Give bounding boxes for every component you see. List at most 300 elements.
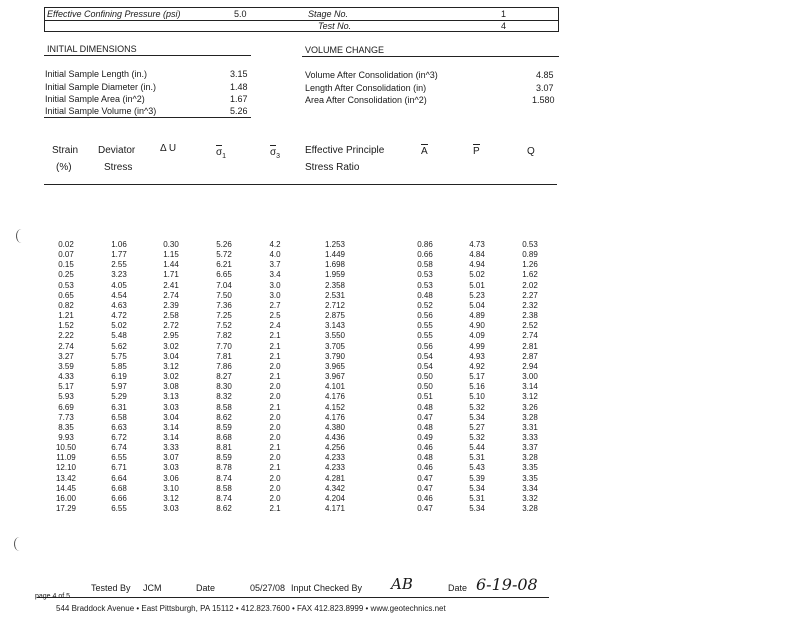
table-cell-sigma1: 8.74 — [216, 493, 232, 503]
stage-rule — [44, 20, 559, 21]
table-cell-deviator: 6.66 — [111, 493, 127, 503]
table-cell-strain: 1.21 — [58, 311, 74, 321]
table-cell-sigma3: 2.0 — [269, 432, 281, 442]
volume-change-rule — [302, 56, 559, 57]
table-cell-p: 5.32 — [469, 402, 485, 412]
tested-by-label: Tested By — [91, 583, 131, 593]
header-ratio-2: Stress Ratio — [305, 162, 360, 173]
table-cell-sigma3: 3.0 — [269, 290, 281, 300]
initial-area-label: Initial Sample Area (in^2) — [45, 94, 145, 104]
table-cell-sigma3: 2.1 — [269, 504, 281, 514]
table-cell-strain: 0.65 — [58, 290, 74, 300]
top-left-border — [44, 7, 45, 31]
table-cell-sigma1: 8.62 — [216, 504, 232, 514]
area-after-value: 1.580 — [532, 95, 555, 105]
initial-area-value: 1.67 — [230, 94, 248, 104]
table-cell-sigma3: 2.0 — [269, 392, 281, 402]
table-cell-a: 0.46 — [417, 443, 433, 453]
table-cell-du: 1.15 — [163, 250, 179, 260]
table-cell-sigma3: 2.1 — [269, 341, 281, 351]
confining-pressure-label: Effective Confining Pressure (psi) — [47, 9, 181, 19]
table-cell-p: 5.31 — [469, 493, 485, 503]
table-cell-a: 0.86 — [417, 240, 433, 249]
volume-change-title: VOLUME CHANGE — [305, 45, 385, 55]
table-cell-strain: 2.22 — [58, 331, 74, 341]
table-cell-a: 0.53 — [417, 270, 433, 280]
header-a: A — [421, 146, 428, 157]
page-number: page 4 of 5 — [35, 593, 71, 600]
table-cell-sigma1: 7.50 — [216, 290, 232, 300]
table-cell-strain: 16.00 — [55, 493, 77, 503]
table-cell-ratio: 4.380 — [324, 422, 346, 432]
table-cell-a: 0.55 — [417, 331, 433, 341]
table-cell-a: 0.66 — [417, 250, 433, 260]
table-cell-du: 2.58 — [163, 311, 179, 321]
table-cell-du: 2.74 — [163, 290, 179, 300]
header-deviator: Deviator — [98, 145, 136, 156]
table-cell-q: 3.33 — [522, 432, 538, 442]
table-cell-ratio: 3.790 — [324, 351, 346, 361]
table-cell-a: 0.47 — [417, 473, 433, 483]
table-cell-deviator: 6.71 — [111, 463, 127, 473]
length-after-value: 3.07 — [536, 83, 554, 93]
table-cell-p: 5.27 — [469, 422, 485, 432]
table-cell-q: 3.28 — [522, 412, 538, 422]
table-cell-sigma1: 5.26 — [216, 240, 232, 249]
table-cell-deviator: 5.75 — [111, 351, 127, 361]
table-cell-sigma3: 2.4 — [269, 321, 281, 331]
date-value: 05/27/08 — [250, 583, 286, 593]
table-cell-ratio: 4.176 — [324, 412, 346, 422]
table-cell-p: 4.99 — [469, 341, 485, 351]
table-cell-q: 3.28 — [522, 504, 538, 514]
test-value: 4 — [501, 21, 507, 31]
table-cell-strain: 0.02 — [58, 240, 74, 249]
table-cell-deviator: 5.02 — [111, 321, 127, 331]
table-cell-q: 3.28 — [522, 453, 538, 463]
table-cell-a: 0.55 — [417, 321, 433, 331]
table-cell-deviator: 6.68 — [111, 483, 127, 493]
table-cell-sigma3: 2.1 — [269, 372, 281, 382]
header-ratio: Effective Principle — [305, 145, 385, 156]
table-cell-deviator: 6.58 — [111, 412, 127, 422]
table-cell-sigma3: 3.0 — [269, 280, 281, 290]
table-cell-du: 2.39 — [163, 300, 179, 310]
table-cell-deviator: 5.62 — [111, 341, 127, 351]
table-cell-sigma1: 7.36 — [216, 300, 232, 310]
table-cell-q: 2.27 — [522, 290, 538, 300]
table-cell-deviator: 6.64 — [111, 473, 127, 483]
header-p: P — [473, 146, 480, 157]
volume-after-value: 4.85 — [536, 70, 554, 80]
table-cell-sigma1: 7.82 — [216, 331, 232, 341]
footer-rule — [37, 597, 549, 598]
table-cell-sigma1: 8.58 — [216, 402, 232, 412]
table-cell-strain: 11.09 — [56, 453, 76, 463]
table-cell-a: 0.56 — [417, 311, 433, 321]
table-cell-sigma3: 2.0 — [269, 483, 281, 493]
length-after-label: Length After Consolidation (in) — [305, 83, 427, 93]
table-cell-deviator: 6.63 — [111, 422, 127, 432]
table-cell-sigma1: 8.81 — [216, 443, 232, 453]
header-sigma-3: $\sigma_3$ — [270, 147, 281, 160]
table-cell-deviator: 2.55 — [111, 260, 127, 270]
column-a — [405, 240, 445, 514]
table-cell-sigma3: 2.0 — [269, 473, 281, 483]
column-deviator-stress — [99, 240, 139, 514]
table-cell-q: 2.87 — [522, 351, 538, 361]
table-cell-p: 5.23 — [469, 290, 485, 300]
table-cell-du: 3.12 — [163, 361, 179, 371]
initial-diameter-label: Initial Sample Diameter (in.) — [45, 82, 157, 92]
header-q: Q — [527, 146, 535, 157]
table-cell-ratio: 4.436 — [324, 432, 346, 442]
table-cell-p: 5.34 — [469, 504, 485, 514]
table-cell-q: 3.26 — [522, 402, 538, 412]
table-cell-du: 2.72 — [163, 321, 179, 331]
table-cell-a: 0.46 — [417, 493, 433, 503]
table-cell-a: 0.48 — [417, 453, 433, 463]
table-cell-p: 5.39 — [469, 473, 485, 483]
table-cell-ratio: 4.342 — [324, 483, 346, 493]
table-cell-strain: 0.07 — [58, 250, 74, 260]
table-cell-strain: 0.53 — [58, 280, 74, 290]
table-cell-p: 5.43 — [469, 463, 485, 473]
table-cell-sigma3: 3.7 — [269, 260, 281, 270]
table-cell-q: 2.81 — [522, 341, 538, 351]
table-cell-p: 5.32 — [469, 432, 485, 442]
table-cell-du: 3.07 — [163, 453, 179, 463]
tested-by-value: JCM — [143, 583, 162, 593]
table-cell-a: 0.48 — [417, 402, 433, 412]
table-cell-sigma1: 7.52 — [216, 321, 232, 331]
table-cell-ratio: 3.550 — [324, 331, 346, 341]
table-cell-sigma3: 4.2 — [269, 240, 281, 249]
table-cell-du: 1.71 — [163, 270, 179, 280]
initial-diameter-value: 1.48 — [230, 82, 248, 92]
table-cell-ratio: 3.965 — [324, 361, 346, 371]
column-sigma-3 — [255, 240, 295, 514]
table-cell-ratio: 3.705 — [324, 341, 346, 351]
table-cell-sigma1: 8.59 — [216, 453, 232, 463]
table-cell-du: 0.30 — [163, 240, 179, 249]
table-cell-q: 3.32 — [522, 493, 538, 503]
table-cell-q: 3.34 — [522, 483, 538, 493]
table-cell-du: 2.41 — [163, 280, 179, 290]
initial-dimensions-rule — [44, 55, 251, 56]
table-cell-ratio: 4.101 — [324, 382, 346, 392]
table-cell-a: 0.58 — [417, 260, 433, 270]
table-cell-ratio: 3.967 — [324, 372, 346, 382]
header-strain-unit: (%) — [56, 162, 72, 173]
table-cell-a: 0.50 — [417, 372, 433, 382]
table-cell-p: 5.16 — [469, 382, 485, 392]
table-cell-ratio: 1.449 — [324, 250, 346, 260]
table-cell-du: 3.03 — [163, 504, 179, 514]
table-cell-strain: 0.15 — [58, 260, 74, 270]
table-cell-p: 4.92 — [469, 361, 485, 371]
table-cell-strain: 5.93 — [58, 392, 74, 402]
table-cell-q: 3.35 — [522, 473, 538, 483]
test-rule — [44, 31, 559, 32]
table-cell-q: 2.38 — [522, 311, 538, 321]
table-cell-sigma1: 7.25 — [216, 311, 232, 321]
table-cell-ratio: 3.143 — [324, 321, 346, 331]
table-cell-sigma1: 8.59 — [216, 422, 232, 432]
table-cell-du: 3.13 — [163, 392, 179, 402]
column-sigma-1 — [204, 240, 244, 514]
checked-by-initials: AB — [391, 575, 413, 593]
table-cell-ratio: 4.171 — [324, 504, 346, 514]
table-cell-strain: 0.25 — [58, 270, 74, 280]
table-cell-sigma1: 8.32 — [216, 392, 232, 402]
table-cell-du: 3.10 — [163, 483, 179, 493]
table-cell-sigma3: 2.5 — [269, 311, 281, 321]
header-delta-u: Δ U — [160, 143, 177, 154]
table-cell-sigma1: 7.70 — [216, 341, 232, 351]
table-cell-deviator: 6.55 — [111, 504, 127, 514]
table-cell-deviator: 5.29 — [111, 392, 127, 402]
table-cell-deviator: 5.48 — [111, 331, 127, 341]
table-cell-q: 3.00 — [522, 372, 538, 382]
table-cell-a: 0.52 — [417, 300, 433, 310]
table-cell-deviator: 1.77 — [111, 250, 127, 260]
initial-length-value: 3.15 — [230, 69, 248, 79]
table-cell-sigma3: 2.1 — [269, 463, 281, 473]
table-cell-p: 5.01 — [469, 280, 485, 290]
table-cell-du: 3.02 — [163, 372, 179, 382]
header-deviator-stress: Stress — [104, 162, 133, 173]
table-cell-sigma1: 8.74 — [216, 473, 232, 483]
volume-after-label: Volume After Consolidation (in^3) — [305, 70, 438, 80]
top-rule — [44, 7, 559, 8]
table-cell-sigma1: 5.72 — [216, 250, 232, 260]
column-strain — [46, 240, 86, 514]
table-cell-sigma3: 2.0 — [269, 493, 281, 503]
table-cell-sigma3: 2.0 — [269, 422, 281, 432]
table-cell-p: 4.94 — [469, 260, 485, 270]
table-cell-ratio: 2.712 — [324, 300, 346, 310]
table-cell-p: 4.73 — [469, 240, 485, 249]
table-cell-a: 0.50 — [417, 382, 433, 392]
table-cell-p: 5.34 — [469, 412, 485, 422]
date-label: Date — [196, 583, 216, 593]
table-cell-a: 0.54 — [417, 361, 433, 371]
table-cell-sigma1: 6.65 — [216, 270, 232, 280]
table-cell-ratio: 4.233 — [324, 453, 346, 463]
table-cell-deviator: 4.05 — [111, 280, 127, 290]
table-cell-sigma1: 8.30 — [216, 382, 232, 392]
initial-volume-label: Initial Sample Volume (in^3) — [45, 106, 157, 116]
table-cell-a: 0.54 — [417, 351, 433, 361]
table-cell-deviator: 6.74 — [111, 443, 127, 453]
table-cell-q: 2.52 — [522, 321, 538, 331]
table-cell-sigma1: 7.81 — [216, 351, 232, 361]
company-address: 544 Braddock Avenue • East Pittsburgh, PA 15112 • 412.823.7600 • FAX 412.823.8999 • www.geotechnics.net — [56, 604, 446, 613]
table-cell-a: 0.49 — [417, 432, 433, 442]
table-cell-a: 0.47 — [417, 504, 433, 514]
table-cell-p: 4.93 — [469, 351, 485, 361]
table-cell-strain: 0.82 — [58, 300, 74, 310]
table-cell-q: 2.74 — [522, 331, 538, 341]
table-cell-sigma1: 7.04 — [216, 280, 232, 290]
initial-dimensions-title: INITIAL DIMENSIONS — [47, 44, 137, 54]
column-q — [510, 240, 550, 514]
column-p — [457, 240, 497, 514]
table-cell-strain: 12.10 — [55, 463, 77, 473]
table-cell-ratio: 4.176 — [324, 392, 346, 402]
table-cell-du: 3.03 — [163, 402, 179, 412]
table-cell-strain: 7.73 — [58, 412, 74, 422]
table-cell-strain: 10.50 — [55, 443, 77, 453]
table-cell-sigma1: 8.27 — [216, 372, 232, 382]
header-strain: Strain — [52, 145, 79, 156]
table-cell-deviator: 6.72 — [111, 432, 127, 442]
table-cell-ratio: 4.152 — [324, 402, 346, 412]
stage-label: Stage No. — [308, 9, 349, 19]
area-after-label: Area After Consolidation (in^2) — [305, 95, 427, 105]
table-cell-sigma3: 2.1 — [269, 402, 281, 412]
table-cell-ratio: 4.233 — [324, 463, 346, 473]
table-cell-deviator: 4.63 — [111, 300, 127, 310]
table-cell-q: 1.26 — [522, 260, 538, 270]
table-cell-q: 3.31 — [522, 422, 538, 432]
table-cell-sigma3: 2.0 — [269, 412, 281, 422]
table-cell-deviator: 6.31 — [111, 402, 127, 412]
table-cell-sigma1: 8.68 — [216, 432, 232, 442]
table-cell-strain: 6.69 — [58, 402, 74, 412]
table-cell-a: 0.47 — [417, 412, 433, 422]
table-cell-du: 2.95 — [163, 331, 179, 341]
table-cell-q: 1.62 — [522, 270, 538, 280]
table-cell-strain: 3.59 — [58, 361, 74, 371]
table-cell-q: 2.32 — [522, 300, 538, 310]
table-cell-ratio: 1.253 — [324, 240, 346, 249]
table-cell-du: 3.04 — [163, 412, 179, 422]
table-cell-sigma1: 7.86 — [216, 361, 232, 371]
table-cell-sigma3: 2.1 — [269, 443, 281, 453]
table-cell-q: 2.02 — [522, 280, 538, 290]
table-cell-p: 5.10 — [469, 392, 485, 402]
table-cell-deviator: 4.72 — [111, 311, 127, 321]
table-cell-sigma1: 8.58 — [216, 483, 232, 493]
table-cell-ratio: 2.358 — [324, 280, 346, 290]
table-cell-deviator: 6.19 — [111, 372, 127, 382]
table-cell-q: 3.37 — [522, 443, 538, 453]
table-cell-du: 3.06 — [163, 473, 179, 483]
table-cell-sigma3: 2.1 — [269, 351, 281, 361]
table-cell-sigma3: 2.0 — [269, 361, 281, 371]
table-cell-ratio: 2.875 — [324, 311, 346, 321]
table-cell-du: 3.14 — [163, 422, 179, 432]
date-2-value: 6-19-08 — [476, 575, 538, 594]
table-cell-deviator: 5.97 — [111, 382, 127, 392]
table-cell-q: 0.89 — [522, 250, 538, 260]
table-cell-sigma3: 3.4 — [269, 270, 281, 280]
table-cell-du: 3.33 — [163, 443, 179, 453]
table-cell-strain: 17.29 — [55, 504, 77, 514]
table-cell-ratio: 4.204 — [324, 493, 346, 503]
table-cell-sigma3: 4.0 — [269, 250, 281, 260]
table-cell-a: 0.53 — [417, 280, 433, 290]
table-cell-sigma1: 8.78 — [216, 463, 232, 473]
table-cell-deviator: 6.55 — [111, 453, 127, 463]
stage-value: 1 — [501, 9, 507, 19]
table-cell-p: 4.90 — [469, 321, 485, 331]
table-cell-strain: 4.33 — [58, 372, 74, 382]
table-cell-a: 0.46 — [417, 463, 433, 473]
table-cell-strain: 13.42 — [55, 473, 77, 483]
table-cell-strain: 14.45 — [55, 483, 77, 493]
initial-volume-value: 5.26 — [230, 106, 248, 116]
table-cell-du: 3.03 — [163, 463, 179, 473]
punch-hole-top — [16, 229, 27, 243]
table-cell-ratio: 2.531 — [324, 290, 346, 300]
table-cell-du: 3.14 — [163, 432, 179, 442]
table-cell-ratio: 1.959 — [324, 270, 346, 280]
initial-length-label: Initial Sample Length (in.) — [45, 69, 148, 79]
table-cell-p: 5.17 — [469, 372, 485, 382]
table-cell-p: 5.04 — [469, 300, 485, 310]
table-cell-strain: 9.93 — [58, 432, 74, 442]
table-cell-ratio: 4.256 — [324, 443, 346, 453]
table-cell-a: 0.48 — [417, 290, 433, 300]
table-cell-du: 3.04 — [163, 351, 179, 361]
header-sigma-1: $\sigma_1$ — [216, 147, 227, 160]
table-cell-sigma1: 6.21 — [216, 260, 232, 270]
table-cell-strain: 3.27 — [58, 351, 74, 361]
table-cell-a: 0.48 — [417, 422, 433, 432]
table-cell-q: 3.35 — [522, 463, 538, 473]
table-cell-p: 5.31 — [469, 453, 485, 463]
test-label: Test No. — [318, 21, 352, 31]
header-rule — [44, 184, 557, 185]
table-cell-sigma3: 2.0 — [269, 382, 281, 392]
table-cell-deviator: 1.06 — [111, 240, 127, 249]
table-cell-ratio: 1.698 — [324, 260, 346, 270]
table-cell-deviator: 4.54 — [111, 290, 127, 300]
table-cell-a: 0.47 — [417, 483, 433, 493]
date-2-label: Date — [448, 583, 468, 593]
top-right-border — [558, 7, 559, 31]
table-cell-sigma3: 2.1 — [269, 331, 281, 341]
table-cell-sigma3: 2.0 — [269, 453, 281, 463]
table-cell-a: 0.51 — [417, 392, 433, 402]
table-cell-q: 3.12 — [522, 392, 538, 402]
punch-hole-bottom — [14, 537, 25, 551]
table-cell-p: 5.34 — [469, 483, 485, 493]
table-cell-p: 4.09 — [469, 331, 485, 341]
table-cell-q: 2.94 — [522, 361, 538, 371]
initial-volume-rule — [44, 117, 251, 118]
table-cell-du: 1.44 — [163, 260, 179, 270]
input-checked-label: Input Checked By — [291, 583, 363, 593]
table-cell-strain: 1.52 — [58, 321, 74, 331]
table-cell-strain: 8.35 — [58, 422, 74, 432]
table-cell-deviator: 5.85 — [111, 361, 127, 371]
table-cell-ratio: 4.281 — [324, 473, 346, 483]
column-delta-u — [151, 240, 191, 514]
table-cell-a: 0.56 — [417, 341, 433, 351]
table-cell-strain: 5.17 — [58, 382, 74, 392]
column-stress-ratio — [315, 240, 355, 514]
table-cell-sigma1: 8.62 — [216, 412, 232, 422]
table-cell-p: 4.84 — [469, 250, 485, 260]
table-cell-strain: 2.74 — [58, 341, 74, 351]
table-cell-p: 4.89 — [469, 311, 485, 321]
table-cell-q: 3.14 — [522, 382, 538, 392]
confining-pressure-value: 5.0 — [234, 9, 247, 19]
